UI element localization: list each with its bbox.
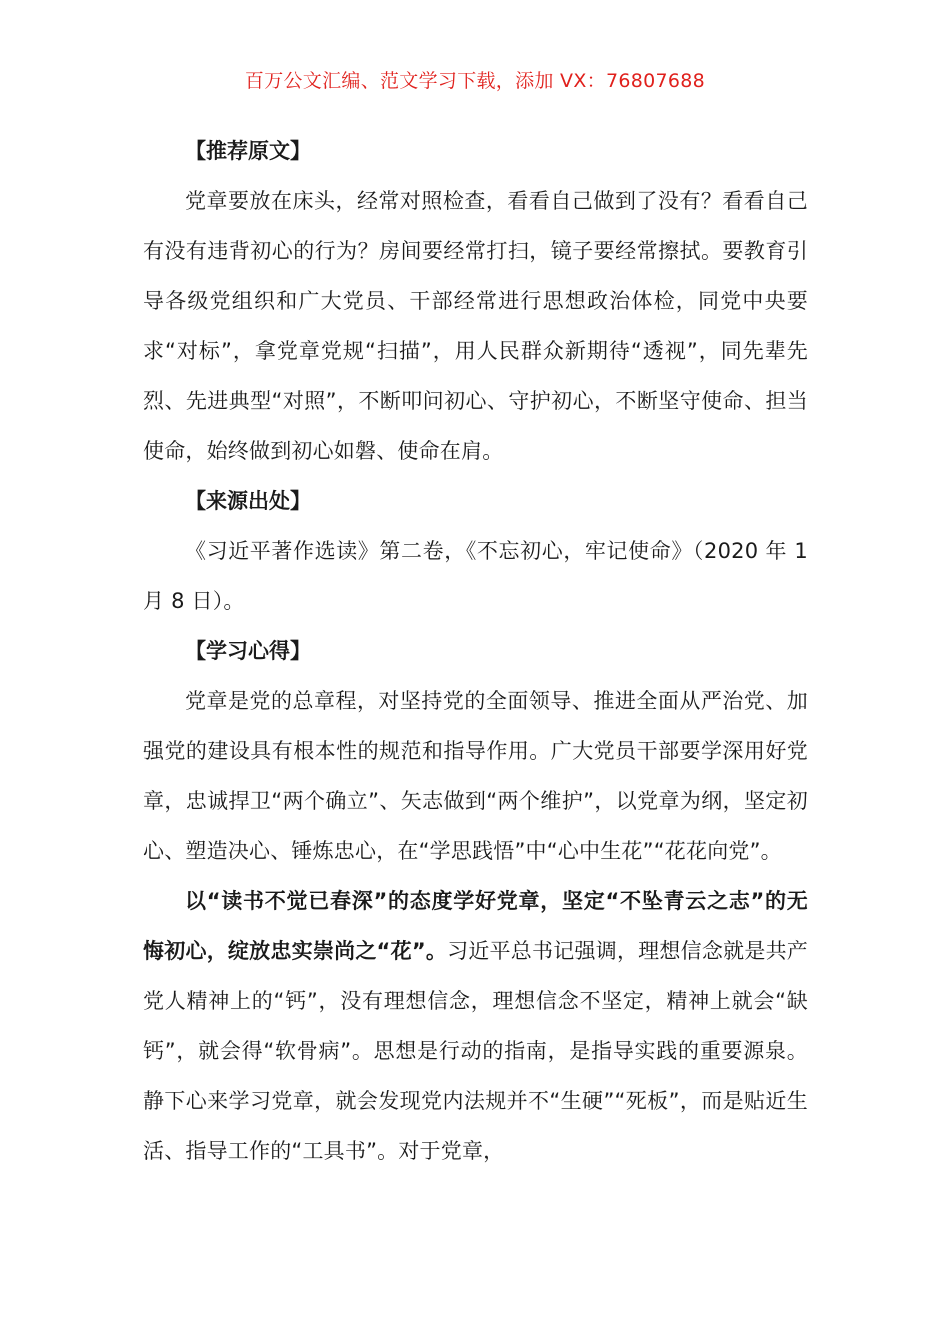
section-title-insight: 【学习心得】 [185,639,311,663]
insight-paragraph-2-body: 习近平总书记强调，理想信念就是共产党人精神上的“钙”，没有理想信念，理想信念不坚定，精神上就会“缺钙”，就会得“软骨病”。思想是行动的指南，是指导实践的重要源泉。静下心来学习党章，就会发现党内法规并不“生硬”“死板”，而是贴近生活、指导工作的“工具书”。对于党章， [143,939,809,1163]
source-paragraph: 《习近平著作选读》第二卷，《不忘初心，牢记使命》（2020 年 1 月 8 日）。 [143,539,808,613]
section-title-recommended: 【推荐原文】 [185,139,311,163]
section-title-source: 【来源出处】 [185,489,311,513]
recommended-paragraph: 党章要放在床头，经常对照检查，看看自己做到了没有？看看自己有没有违背初心的行为？房间要经常打扫，镜子要经常擦拭。要教育引导各级党组织和广大党员、干部经常进行思想政治体检，同党中央要求“对标”，拿党章党规“扫描”，用人民群众新期待“透视”，同先辈先烈、先进典型“对照”，不断叩问初心、守护初心，不断坚守使命、担当使命，始终做到初心如磐、使命在肩。 [143,189,808,463]
insight-paragraph-2 [143,876,808,1176]
insight-paragraph-1: 党章是党的总章程，对坚持党的全面领导、推进全面从严治党、加强党的建设具有根本性的规范和指导作用。广大党员干部要学深用好党章，忠诚捍卫“两个确立”、矢志做到“两个维护”，以党章为纲，坚定初心、塑造决心、锤炼忠心，在“学思践悟”中“心中生花”“花花向党”。 [143,689,808,863]
document-body [143,126,808,1176]
watermark-header: 百万公文汇编、范文学习下载，添加 VX：76807688 [244,70,706,92]
insight-paragraph-2-lead: 以“读书不觉已春深”的态度学好党章，坚定“不坠青云之志”的无悔初心，绽放忠实崇尚之“花”。 [143,889,808,963]
